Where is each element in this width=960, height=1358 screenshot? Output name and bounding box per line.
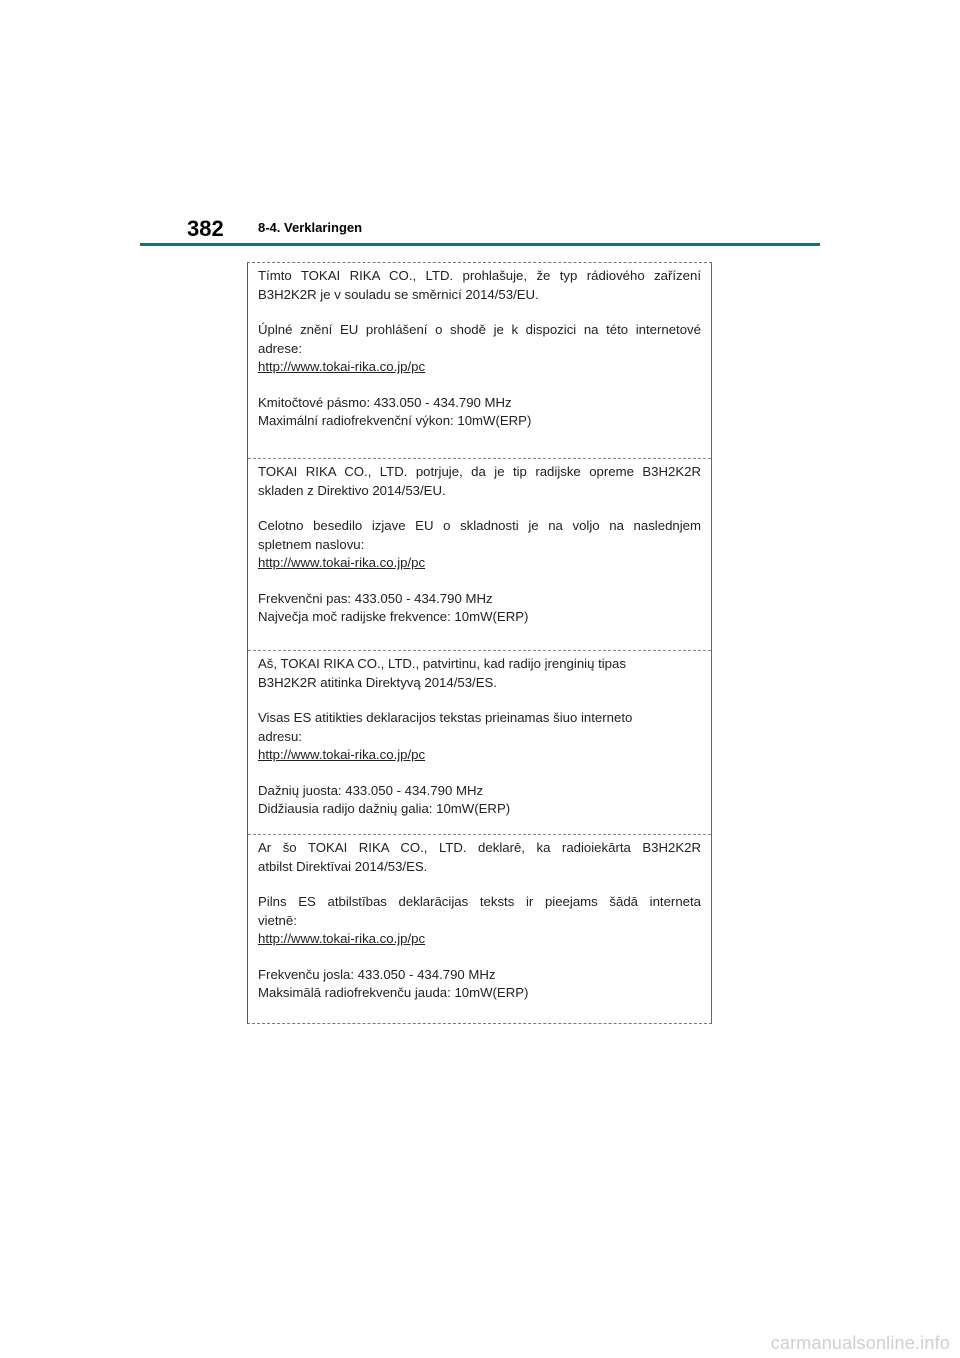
declaration-line: adresu: bbox=[258, 728, 302, 744]
declaration-url-link[interactable]: http://www.tokai-rika.co.jp/pc bbox=[258, 931, 426, 946]
declaration-line: B3H2K2R je v souladu se směrnicí 2014/53/EU. bbox=[258, 286, 539, 302]
declaration-line: Največja moč radijske frekvence: 10mW(ERP) bbox=[258, 609, 529, 624]
declaration-line: Maksimālā radiofrekvenču jauda: 10mW(ERP) bbox=[258, 985, 529, 1000]
section-title: 8-4. Verklaringen bbox=[258, 220, 363, 235]
declaration-line: Ar šo TOKAI RIKA CO., LTD. deklarē, ka radioiekārta B3H2K2R bbox=[258, 840, 701, 855]
declaration-line: skladen z Direktivo 2014/53/EU. bbox=[258, 482, 446, 498]
declaration-line: Didžiausia radijo dažnių galia: 10mW(ERP) bbox=[258, 801, 511, 816]
declaration-url-link[interactable]: http://www.tokai-rika.co.jp/pc bbox=[258, 359, 426, 374]
declaration-line: Pilns ES atbilstības deklarācijas teksts ir pieejams šādā interneta bbox=[258, 894, 701, 909]
declaration-line: Celotno besedilo izjave EU o skladnosti je na voljo na naslednjem bbox=[258, 518, 701, 533]
declaration-block-czech bbox=[248, 263, 711, 458]
declaration-line: Frekvenčni pas: 433.050 - 434.790 MHz bbox=[258, 590, 493, 606]
declaration-line: Frekvenču josla: 433.050 - 434.790 MHz bbox=[258, 966, 496, 982]
declaration-block-lithuanian bbox=[248, 650, 711, 834]
declaration-line: Úplné znění EU prohlášení o shodě je k dispozici na této internetové bbox=[258, 322, 701, 337]
declaration-line: Maximální radiofrekvenční výkon: 10mW(ERP) bbox=[258, 413, 532, 428]
declaration-line: vietnē: bbox=[258, 912, 297, 928]
header-divider bbox=[140, 243, 820, 246]
page-number: 382 bbox=[187, 216, 224, 241]
declaration-url-link[interactable]: http://www.tokai-rika.co.jp/pc bbox=[258, 555, 426, 570]
declaration-url-link[interactable]: http://www.tokai-rika.co.jp/pc bbox=[258, 747, 426, 762]
declaration-block-slovenian bbox=[248, 458, 711, 650]
declaration-line: Dažnių juosta: 433.050 - 434.790 MHz bbox=[258, 782, 484, 798]
declaration-line: atbilst Direktīvai 2014/53/ES. bbox=[258, 858, 428, 874]
declarations-box bbox=[247, 262, 712, 1024]
declaration-block-latvian bbox=[248, 834, 711, 1024]
declaration-line: Kmitočtové pásmo: 433.050 - 434.790 MHz bbox=[258, 394, 512, 410]
declaration-line: Visas ES atitikties deklaracijos tekstas prieinamas šiuo interneto bbox=[258, 710, 633, 725]
declaration-line: Tímto TOKAI RIKA CO., LTD. prohlašuje, že typ rádiového zařízení bbox=[258, 268, 701, 283]
declaration-line: Aš, TOKAI RIKA CO., LTD., patvirtinu, kad radijo įrenginių tipas bbox=[258, 656, 626, 671]
declaration-line: B3H2K2R atitinka Direktyvą 2014/53/ES. bbox=[258, 674, 497, 690]
declaration-line: adrese: bbox=[258, 340, 302, 356]
declaration-line: TOKAI RIKA CO., LTD. potrjuje, da je tip radijske opreme B3H2K2R bbox=[258, 464, 701, 479]
declaration-line: spletnem naslovu: bbox=[258, 536, 365, 552]
watermark: carmanualsonline.info bbox=[770, 1333, 950, 1353]
